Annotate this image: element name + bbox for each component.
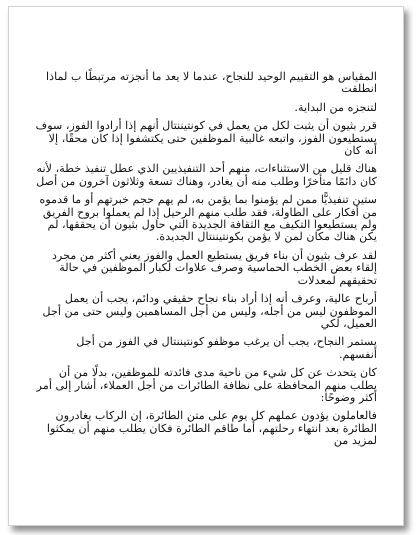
paragraph-1: المقياس هو التقييم الوحيد للنجاح، عندما لا يعد ما أنجزته مرتبطًا ب لماذا انطلقت — [46, 70, 377, 96]
paragraph-7: أرباح عالية، وعرف أنه إذا أراد بناء نجاح حقيقي ودائم، يجب أن يعمل الموظفون ليس من أجله، وليس من أجل المساهمين وليس حتى من أجل العميل، لكي — [42, 292, 377, 330]
paragraph-2: لتنجزه من البداية. — [294, 100, 377, 114]
document-page — [8, 6, 404, 526]
paragraph-6: لقد عرف بثيون أن بناء فريق يستطيع العمل والفوز يعني أكثر من مجرد إلقاء بعض الخطب الحماسية وصرف علاوات لكبار الموظفين في حالة تحقيقهم لمعدلات — [51, 248, 377, 287]
paragraph-10: فالعاملون يؤدون عملهم كل يوم على متن الطائرة، إن الركاب يغادرون الطائرة بعد انتهاء رحلتهم، أما طاقم الطائرة فكان يطلب منهم أن يمكثوا لمزيد من — [46, 409, 377, 448]
paragraph-3: قرر بثيون أن يثبت لكل من يعمل في كونتيننتال أنهم إذا أرادوا الفوز، سوف يستطيعون الفوز، واتبعه غالبية الموظفين حتى يكتشفوا إذا كان محقًا، إلا أنه كان — [35, 119, 377, 158]
document-body — [35, 71, 377, 454]
paragraph-5: ستين تنفيذيًّا ممن لم يؤمنوا بما يؤمن به، لم يهم حجم خبرتهم أو ما قدموه من أفكار على الطاولة، فقد طلب منهم الرحيل إذا لم يعملوا بروح الفريق ولم يستطيعوا التكيف مع الثقافة الجديدة التي حاول بثيون أن يحققها، لم يكن هناك مكان لمن لا يؤمن بكونتيننتال الجديدة. — [39, 193, 377, 244]
paragraph-8: يستمر النجاح، يجب أن يرغب موظفو كونتيننتال في الفوز من أجل أنفسهم. — [76, 335, 377, 361]
paragraph-9: كان يتحدث عن كل شيء من ناحية مدى فائدته للموظفين، بدلًا من أن يطلب منهم المحافظة على نظافة الطائرات من أجل العملاء، أشار إلى أمر أكثر وضوحًا: — [36, 366, 377, 404]
paragraph-4: هناك قليل من الاستثناءات، منهم أحد التنفيذيين الذي عطل تنفيذ خطة، لأنه كان دائمًا متأخرًا وطلب منه أن يغادر، وهناك تسعة وثلاثون آخرون من أصل — [36, 162, 377, 188]
